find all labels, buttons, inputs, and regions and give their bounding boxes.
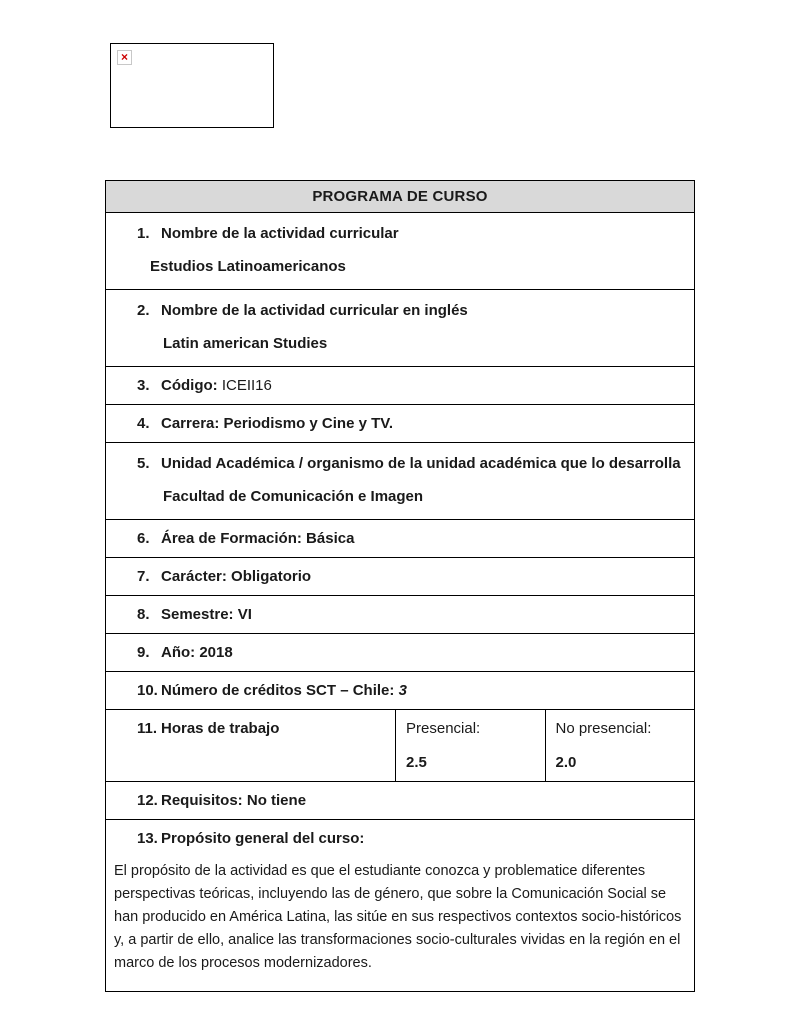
row-6-number: 6.	[137, 530, 150, 547]
row-13-number: 13.	[137, 830, 158, 847]
row-13-title: Propósito general del curso:	[161, 830, 365, 847]
no-presencial-label: No presencial:	[555, 720, 652, 737]
row-3-value: ICEII16	[221, 377, 272, 394]
row-4-number: 4.	[137, 415, 150, 432]
row-11-horas-trabajo	[106, 710, 694, 782]
row-12-value: No tiene	[246, 792, 307, 809]
row-12-requisitos	[106, 782, 694, 820]
row-1-title: Nombre de la actividad curricular	[161, 225, 399, 242]
row-11-presencial-cell	[395, 710, 544, 781]
row-11-title: Horas de trabajo	[161, 720, 280, 737]
row-11-number: 11.	[137, 720, 158, 737]
row-1-nombre-actividad	[106, 213, 694, 290]
row-13-proposito	[106, 820, 694, 991]
row-4-label: Carrera:	[161, 415, 220, 432]
row-7-label: Carácter:	[161, 568, 227, 585]
row-3-number: 3.	[137, 377, 150, 394]
row-9-ano	[106, 634, 694, 672]
row-13-heading	[114, 830, 682, 847]
row-12-label: Requisitos:	[161, 792, 243, 809]
row-7-caracter	[106, 558, 694, 596]
row-13-paragraph: El propósito de la actividad es que el estudiante conozca y problematice diferentes perspectivas teóricas, incluyendo las de género, que sobre la Comunicación Social se han producido en América Latina, las sitúe en sus respectivos contextos socio-históricos y, a partir de ello, analice las transformaciones socio-culturales vividas en la región en el marco de los procesos modernizadores.	[114, 863, 682, 971]
broken-image-placeholder	[110, 43, 274, 128]
row-12-number: 12.	[137, 792, 158, 809]
presencial-label: Presencial:	[406, 720, 481, 737]
row-6-area-formacion	[106, 520, 694, 558]
row-2-nombre-ingles	[106, 290, 694, 367]
row-5-value: Facultad de Comunicación e Imagen	[163, 488, 424, 505]
course-program-table	[105, 180, 695, 992]
row-7-value: Obligatorio	[231, 568, 312, 585]
row-6-label: Área de Formación:	[161, 530, 302, 547]
row-1-number: 1.	[137, 225, 150, 242]
row-10-value: 3	[398, 682, 407, 699]
row-8-value: VI	[237, 606, 252, 623]
row-11-no-presencial-cell	[545, 710, 694, 781]
row-8-semestre	[106, 596, 694, 634]
row-10-number: 10.	[137, 682, 158, 699]
row-5-unidad-academica	[106, 443, 694, 520]
row-2-title: Nombre de la actividad curricular en inglés	[161, 302, 468, 319]
row-8-label: Semestre:	[161, 606, 234, 623]
presencial-value: 2.5	[406, 754, 427, 771]
row-1-value: Estudios Latinoamericanos	[150, 258, 346, 275]
row-8-number: 8.	[137, 606, 150, 623]
row-10-creditos	[106, 672, 694, 710]
row-11-title-cell	[106, 710, 395, 781]
row-3-label: Código:	[161, 377, 218, 394]
row-2-number: 2.	[137, 302, 150, 319]
broken-image-icon: ×	[117, 50, 132, 65]
row-10-label: Número de créditos SCT – Chile:	[161, 682, 395, 699]
row-9-value: 2018	[199, 644, 233, 661]
row-5-title: Unidad Académica / organismo de la unidad académica que lo desarrolla	[161, 455, 681, 472]
row-2-value: Latin american Studies	[163, 335, 328, 352]
row-7-number: 7.	[137, 568, 150, 585]
row-5-number: 5.	[137, 455, 150, 472]
row-4-carrera	[106, 405, 694, 443]
row-3-codigo	[106, 367, 694, 405]
table-header: PROGRAMA DE CURSO	[106, 181, 694, 213]
row-9-number: 9.	[137, 644, 150, 661]
no-presencial-value: 2.0	[555, 754, 577, 771]
row-6-value: Básica	[306, 530, 355, 547]
row-4-value: Periodismo y Cine y TV.	[223, 415, 394, 432]
row-9-label: Año:	[161, 644, 196, 661]
